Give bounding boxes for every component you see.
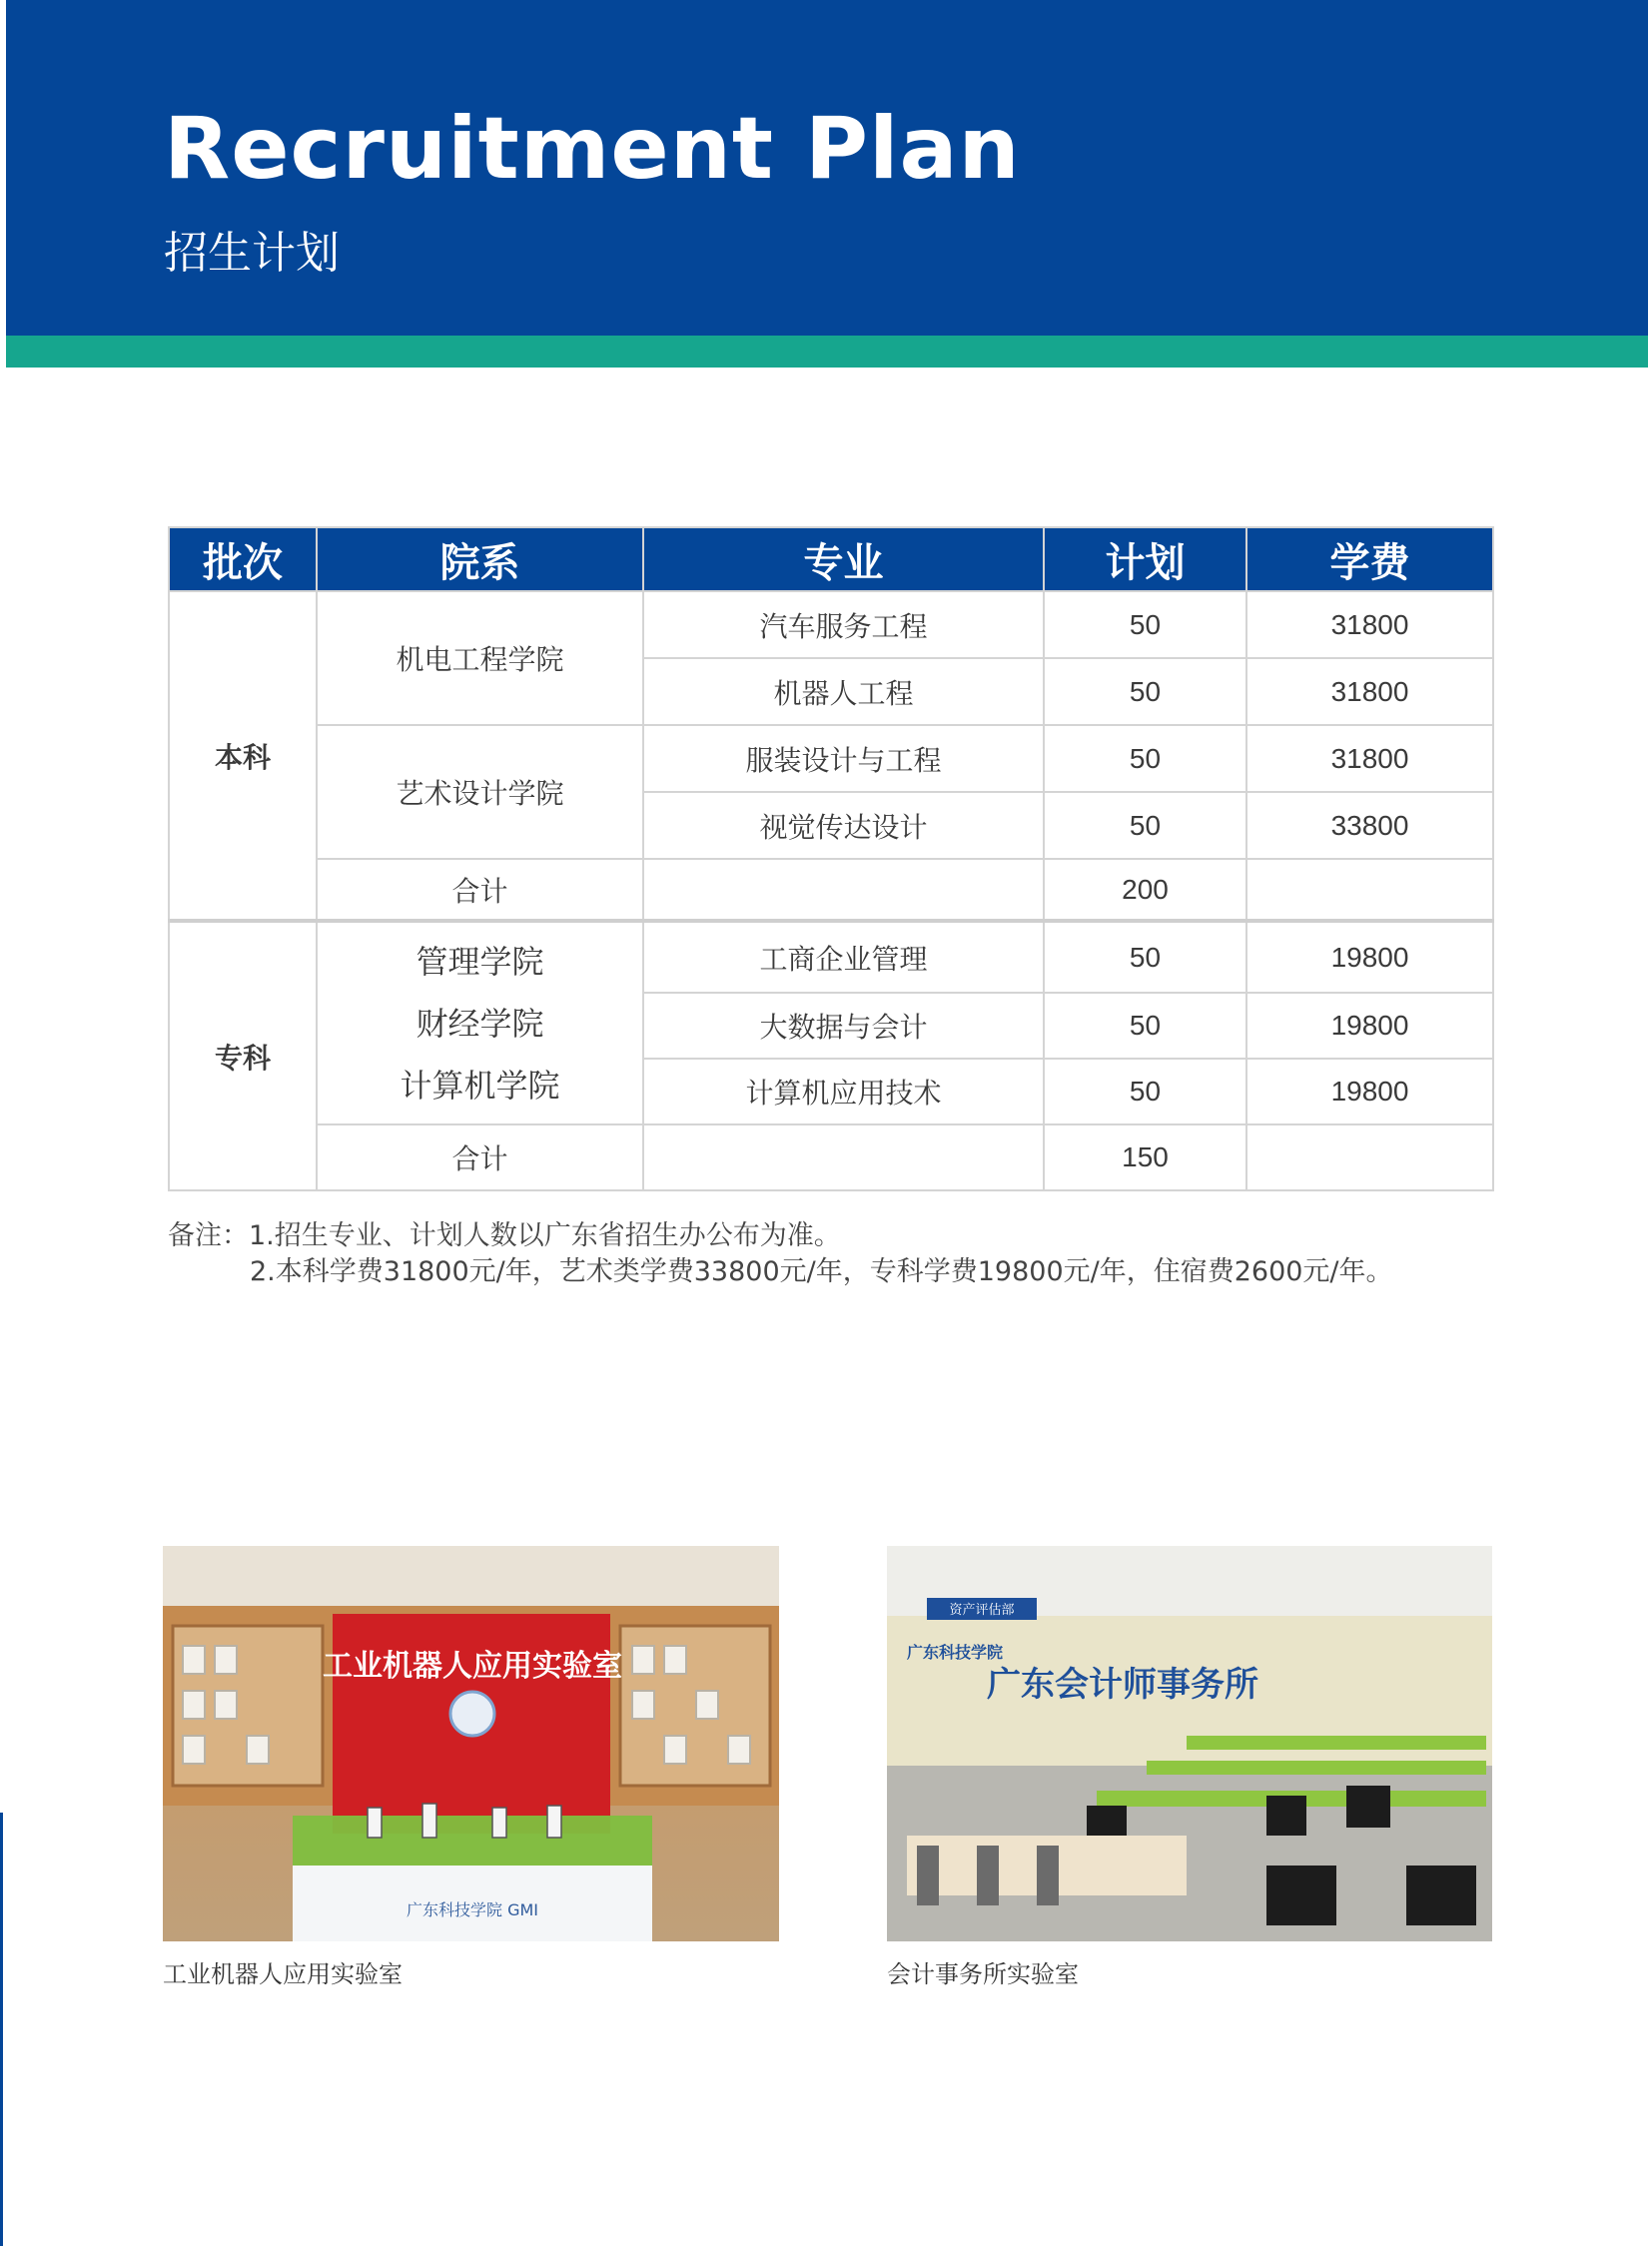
total-plan: 150 [1044,1124,1246,1190]
college-name: 财经学院 [415,1004,544,1043]
college-stack [318,931,642,1117]
total-label: 合计 [317,1124,643,1190]
college-cell: 艺术设计学院 [317,725,643,859]
batch-college-level: 专科 [169,921,317,1190]
header-accent-stripe [6,336,1648,368]
empty-cell [1246,859,1493,921]
empty-cell [1246,1124,1493,1190]
table-total-row [169,859,1493,921]
major-cell: 大数据与会计 [643,993,1044,1059]
recruitment-table-wrap [168,526,1494,1191]
accounting-lab-illustration [887,1546,1492,1941]
major-cell: 计算机应用技术 [643,1059,1044,1124]
robot-lab-sign-text: 工业机器人应用实验室 [323,1649,622,1684]
fee-cell: 31800 [1246,658,1493,725]
photo-caption: 会计事务所实验室 [887,1960,1079,1988]
major-cell: 机器人工程 [643,658,1044,725]
college-name: 管理学院 [415,942,544,981]
college-cell: 机电工程学院 [317,591,643,725]
table-total-row [169,1124,1493,1190]
fee-cell: 19800 [1246,993,1493,1059]
plan-cell: 50 [1044,1059,1246,1124]
note-line-1: 备注：1.招生专业、计划人数以广东省招生办公布为准。 [168,1220,841,1251]
plan-cell: 50 [1044,921,1246,993]
page-title: Recruitment Plan [164,99,1021,199]
table-header-row [169,527,1493,591]
major-cell: 视觉传达设计 [643,792,1044,859]
col-header-fee: 学费 [1246,527,1493,591]
col-header-plan: 计划 [1044,527,1246,591]
empty-cell [643,1124,1044,1190]
fee-cell: 31800 [1246,591,1493,658]
plan-cell: 50 [1044,725,1246,792]
plan-cell: 50 [1044,658,1246,725]
photo-caption: 工业机器人应用实验室 [163,1960,403,1988]
col-header-college: 院系 [317,527,643,591]
robot-lab-photo [163,1546,779,1941]
table-row [169,921,1493,993]
plan-cell: 50 [1044,591,1246,658]
total-plan: 200 [1044,859,1246,921]
col-header-batch: 批次 [169,527,317,591]
col-header-major: 专业 [643,527,1044,591]
major-cell: 工商企业管理 [643,921,1044,993]
page-subtitle: 招生计划 [164,228,340,279]
table-row [169,591,1493,658]
major-cell: 汽车服务工程 [643,591,1044,658]
accounting-board-text: 资产评估部 [949,1603,1015,1618]
fee-cell: 19800 [1246,921,1493,993]
batch-undergrad: 本科 [169,591,317,921]
college-stack-cell [317,921,643,1124]
accounting-lab-photo [887,1546,1492,1941]
notes-block [168,1218,1393,1290]
note-line-2: 2.本科学费31800元/年，艺术类学费33800元/年，专科学费19800元/年，住宿费2600元/年。 [250,1256,1393,1287]
college-name: 计算机学院 [400,1066,560,1105]
fee-cell: 19800 [1246,1059,1493,1124]
recruitment-table [168,526,1494,1191]
fee-cell: 33800 [1246,792,1493,859]
left-edge-bar [0,1813,3,2246]
accounting-sign-text: 广东会计师事务所 [987,1665,1258,1705]
plan-cell: 50 [1044,993,1246,1059]
accounting-school-text: 广东科技学院 [907,1643,1004,1662]
empty-cell [643,859,1044,921]
major-cell: 服装设计与工程 [643,725,1044,792]
robot-lab-illustration [163,1546,779,1941]
plan-cell: 50 [1044,792,1246,859]
robot-lab-base-text: 广东科技学院 GMI [406,1900,539,1919]
table-row [169,725,1493,792]
fee-cell: 31800 [1246,725,1493,792]
total-label: 合计 [317,859,643,921]
